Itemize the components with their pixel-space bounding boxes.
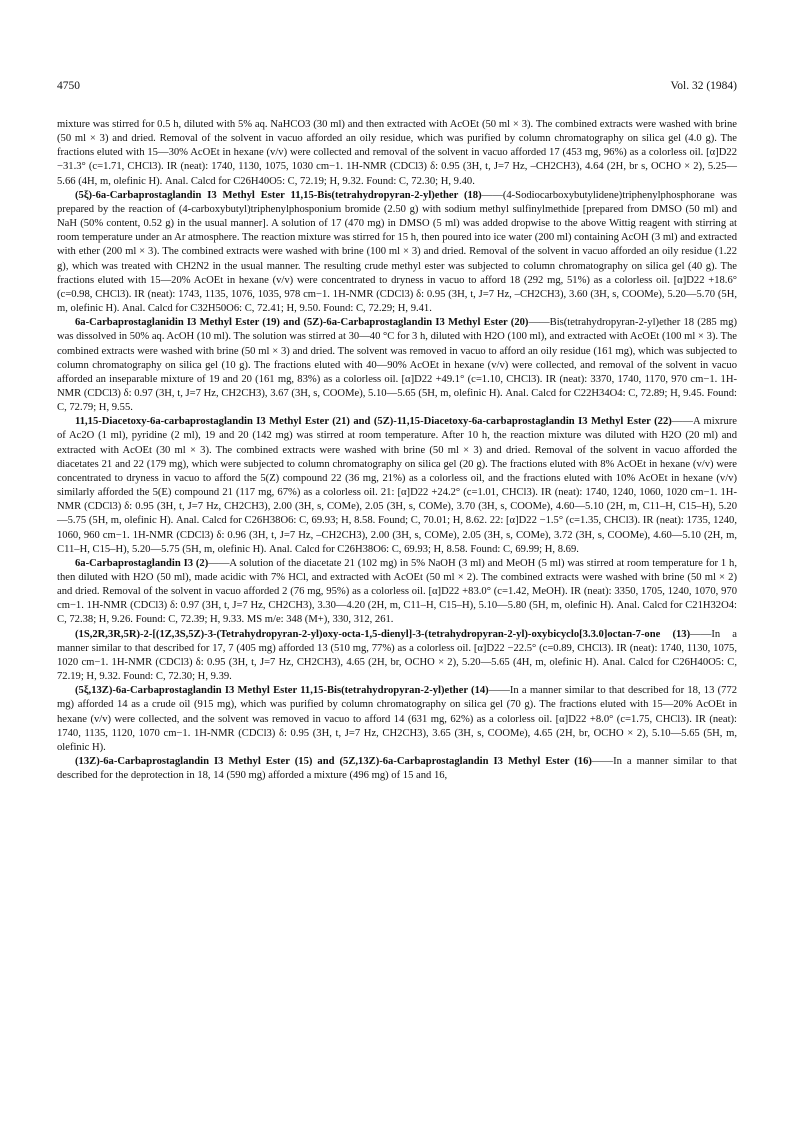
- paragraph-text: ——A mixrure of Ac2O (1 ml), pyridine (2 ml), 19 and 20 (142 mg) was stirred at room temperature. After 10 h, the reaction mixture was diluted with H2O (20 ml) and extracted with AcOEt (30 ml × 3). The combined extracts were washed with brine (50 ml × 3) and dried. Removal of the solvent in vacuo afforded the diacetates 21 and 22 (179 mg), which were subjected to column chromatography on silica gel (20 g). The fractions eluted with 8% AcOEt in hexane (v/v) were concentrated to dryness in vacuo to afford the 5(Z) compound 22 (36 mg, 21%) as a colorless oil, and the fractions eluted with 10% AcOEt in hexane (v/v) similarly afforded the 5(E) compound 21 (117 mg, 67%) as a colorless oil. 21: [α]D22 +24.2° (c=1.01, CHCl3). IR (neat): 1740, 1240, 1060, 1020 cm−1. 1H-NMR (CDCl3) δ: 0.95 (3H, t, J=7 Hz, CH2CH3), 2.00 (3H, s, COMe), 2.05 (3H, s, COMe), 3.70 (3H, s, COOMe), 4.60—5.10 (2H, m, C11–H, C15–H), 5.20—5.75 (5H, m, olefinic H). Anal. Calcd for C26H38O6: C, 69.93; H, 8.58. Found; C, 70.01; H, 8.62. 22: [α]D22 −1.5° (c=1.35, CHCl3). IR (neat): 1735, 1240, 1060, 960 cm−1. 1H-NMR (CDCl3) δ: 0.96 (3H, t, J=7 Hz, –CH2CH3), 2.00 (3H, s, COMe), 2.05 (3H, s, COMe), 3.72 (3H, s, COOMe), 4.60—5.10 (2H, m, C11–H, C15–H), 5.20—5.75 (5H, m, olefinic H). Anal. Calcd for C26H38O6: C, 69.93; H, 8.58. Found: C, 69.99; H, 8.69.: [57, 416, 737, 555]
- paragraph-5: [57, 628, 737, 685]
- paragraph-text: ——In a manner similar to that described for 17, 7 (405 mg) afforded 13 (510 mg, 77%) as a colorless oil. [α]D22 −22.5° (c=0.89, CHCl3). IR (neat): 1740, 1130, 1075, 1020 cm−1. 1H-NMR (CDCl3) δ: 0.95 (3H, t, J=7 Hz, CH2CH3), 4.65 (2H, br, OCHO × 2), 5.20—5.65 (4H, m, olefinic H). Anal. Calcd for C26H40O5: C, 72.19; H, 9.32. Found: C, 72.30; H, 9.39.: [57, 628, 737, 683]
- paragraph-text: ——In a manner similar to that described for the deprotection in 18, 14 (590 mg) afforded a mixture (496 mg) of 15 and 16,: [57, 756, 737, 782]
- paragraph-title: (1S,2R,3R,5R)-2-[(1Z,3S,5Z)-3-(Tetrahydropyran-2-yl)oxy-octa-1,5-dienyl]-3-(tetrahydropyran-2-yl)-oxybicyclo[3.3.0]octan-7-one (13): [75, 628, 691, 640]
- paragraph-text: mixture was stirred for 0.5 h, diluted with 5% aq. NaHCO3 (30 ml) and then extracted with AcOEt (50 ml × 3). The combined extracts were washed with brine (50 ml × 3) and dried. Removal of the solvent in vacuo afforded an oily residue, which was purified by column chromatography on silica gel (4.0 g). The fractions eluted with 15—30% AcOEt in hexane (v/v) were collected and removal of the solvent in vacuo afforded 17 (453 mg, 96%) as a colorless oil. [α]D22 −31.3° (c=1.71, CHCl3). IR (neat): 1740, 1130, 1075, 1030 cm−1. 1H-NMR (CDCl3) δ: 0.95 (3H, t, J=7 Hz, –CH2CH3), 4.64 (2H, br s, OCHO × 2), 5.25—5.66 (4H, m, olefinic H). Anal. Calcd for C26H40O5: C, 72.19; H, 9.32. Found: C, 72.30; H, 9.40.: [57, 119, 737, 187]
- paragraph-title: (5ξ,13Z)-6a-Carbaprostaglandin I3 Methyl Ester 11,15-Bis(tetrahydropyran-2-yl)ether (14): [75, 685, 489, 697]
- paragraph-4: [57, 557, 737, 628]
- paragraph-title: (13Z)-6a-Carbaprostaglandin I3 Methyl Ester (15) and (5Z,13Z)-6a-Carbaprostaglandin I3 Methyl Ester (16): [75, 756, 592, 768]
- paragraph-text: ——A solution of the diacetate 21 (102 mg) in 5% NaOH (3 ml) and MeOH (5 ml) was stirred at room temperature for 1 h, then diluted with H2O (50 ml), made acidic with 7% HCl, and extracted with AcOEt (50 ml × 2). The combined extracts were washed with brine (50 ml × 2) and dried. Removal of the solvent in vacuo afforded 2 (76 mg, 95%) as a colorless oil. [α]D22 +83.0° (c=1.42, MeOH). IR (neat): 3350, 1705, 1240, 1070, 970 cm−1. 1H-NMR (CDCl3) δ: 0.97 (3H, t, J=7 Hz, CH2CH3), 3.30—4.20 (2H, m, C11–H, C15–H), 5.10—5.80 (5H, m, olefinic H). Anal. Calcd for C21H32O4: C, 72.38; H, 9.26. Found: C, 72.39; H, 9.33. MS m/e: 348 (M+), 330, 312, 261.: [57, 557, 737, 626]
- paragraph-title: 11,15-Diacetoxy-6a-carbaprostaglandin I3 Methyl Ester (21) and (5Z)-11,15-Diacetoxy-6a-carbaprostaglandin I3 Methyl Ester (22): [75, 416, 672, 428]
- paragraph-2: [57, 316, 737, 415]
- page-number: 4750: [57, 80, 80, 92]
- paragraph-title: (5ξ)-6a-Carbaprostaglandin I3 Methyl Ester 11,15-Bis(tetrahydropyran-2-yl)ether (18): [75, 189, 482, 201]
- paragraph-text: ——In a manner similar to that described for 18, 13 (772 mg) afforded 14 as a crude oil (915 mg), which was purified by column chromatography on silica gel (70 g). The fractions eluted with 15—20% AcOEt in hexane (v/v) were collected, and the solvent was removed in vacuo to afford 14 (631 mg, 62%) as a colorless oil. [α]D22 +8.0° (c=1.75, CHCl3). IR (neat): 1740, 1135, 1120, 1070 cm−1. 1H-NMR (CDCl3) δ: 0.95 (3H, t, J=7 Hz, CH2CH3), 3.65 (3H, s, COOMe), 4.65 (2H, br, OCHO × 2), 5.10—5.65 (5H, m, olefinic H).: [57, 685, 737, 753]
- running-header: [57, 80, 737, 92]
- paragraph-title: 6a-Carbaprostaglandin I3 (2): [75, 557, 209, 569]
- paragraph-text: ——Bis(tetrahydropyran-2-yl)ether 18 (285 mg) was dissolved in 50% aq. AcOH (10 ml). The solution was stirred at 30—40 °C for 3 h, diluted with H2O (100 ml), and extracted with AcOEt (100 ml × 3). The combined extracts were washed with brine (50 ml × 3) and dried. The solvent was removed in vacuo to afford an oily residue (161 mg), which was subjected to column chromatography on silica gel (10 g). The fractions eluted with 40—90% AcOEt in hexane (v/v) were collected, and removal of the solvent in vacuo afforded an inseparable mixture of 19 and 20 (161 mg, 83%) as a colorless oil. [α]D22 +49.1° (c=1.10, CHCl3). IR (neat): 3370, 1740, 1170, 970 cm−1. 1H-NMR (CDCl3) δ: 0.97 (3H, t, J=7 Hz, CH2CH3), 3.67 (3H, s, COOMe), 5.10—5.65 (5H, m, olefinic H). Anal. Calcd for C22H34O4: C, 72.89; H, 9.45. Found: C, 72.79; H, 9.55.: [57, 317, 737, 414]
- paragraph-text: ——(4-Sodiocarboxybutylidene)triphenylphosphorane was prepared by the reaction of (4-carboxybutyl)triphenylphosponium bromide (2.50 g) with sodium methyl sulfinylmethide [prepared from DMSO (50 ml) and NaH (50% content, 0.52 g) in the usual manner]. A solution of 17 (470 mg) in DMSO (5 ml) was added dropwise to the above Wittig reagent with stirring at room temperature under an Ar atmosphere. The reaction mixture was stirred for 15 h, then poured into ice water (200 ml) containing AcOH (3 ml) and extracted with ether (200 ml × 3). The combined extracts were washed with brine (100 ml × 3) and dried. Removal of the solvent in vacuo afforded an oily residue (1.22 g), which was treated with CH2N2 in the usual manner. The resulting crude methyl ester was subjected to column chromatography on silica gel (40 g). The fractions eluted with 15—20% AcOEt in hexane (v/v) were concentrated to dryness in vacuo to afford 18 (292 mg, 51%) as a colorless oil. [α]D22 +18.6° (c=0.98, CHCl3). IR (neat): 1743, 1135, 1076, 1035, 978 cm−1. 1H-NMR (CDCl3) δ: 0.95 (3H, t, J=7 Hz, –CH2CH3), 3.60 (3H, s, COOMe), 5.20—5.70 (5H, m, olefinic H). Anal. Calcd for C32H50O6: C, 72.41; H, 9.50. Found: C, 72.29; H, 9.41.: [57, 189, 737, 315]
- paragraph-1: [57, 189, 737, 316]
- paragraph-0: [57, 118, 737, 189]
- paragraph-title: 6a-Carbaprostaglanidin I3 Methyl Ester (19) and (5Z)-6a-Carbaprostaglandin I3 Methyl Ester (20): [75, 317, 529, 329]
- article-body: [57, 118, 737, 783]
- paragraph-6: [57, 684, 737, 755]
- paragraph-7: [57, 755, 737, 783]
- paragraph-3: [57, 415, 737, 557]
- volume-label: Vol. 32 (1984): [670, 80, 737, 92]
